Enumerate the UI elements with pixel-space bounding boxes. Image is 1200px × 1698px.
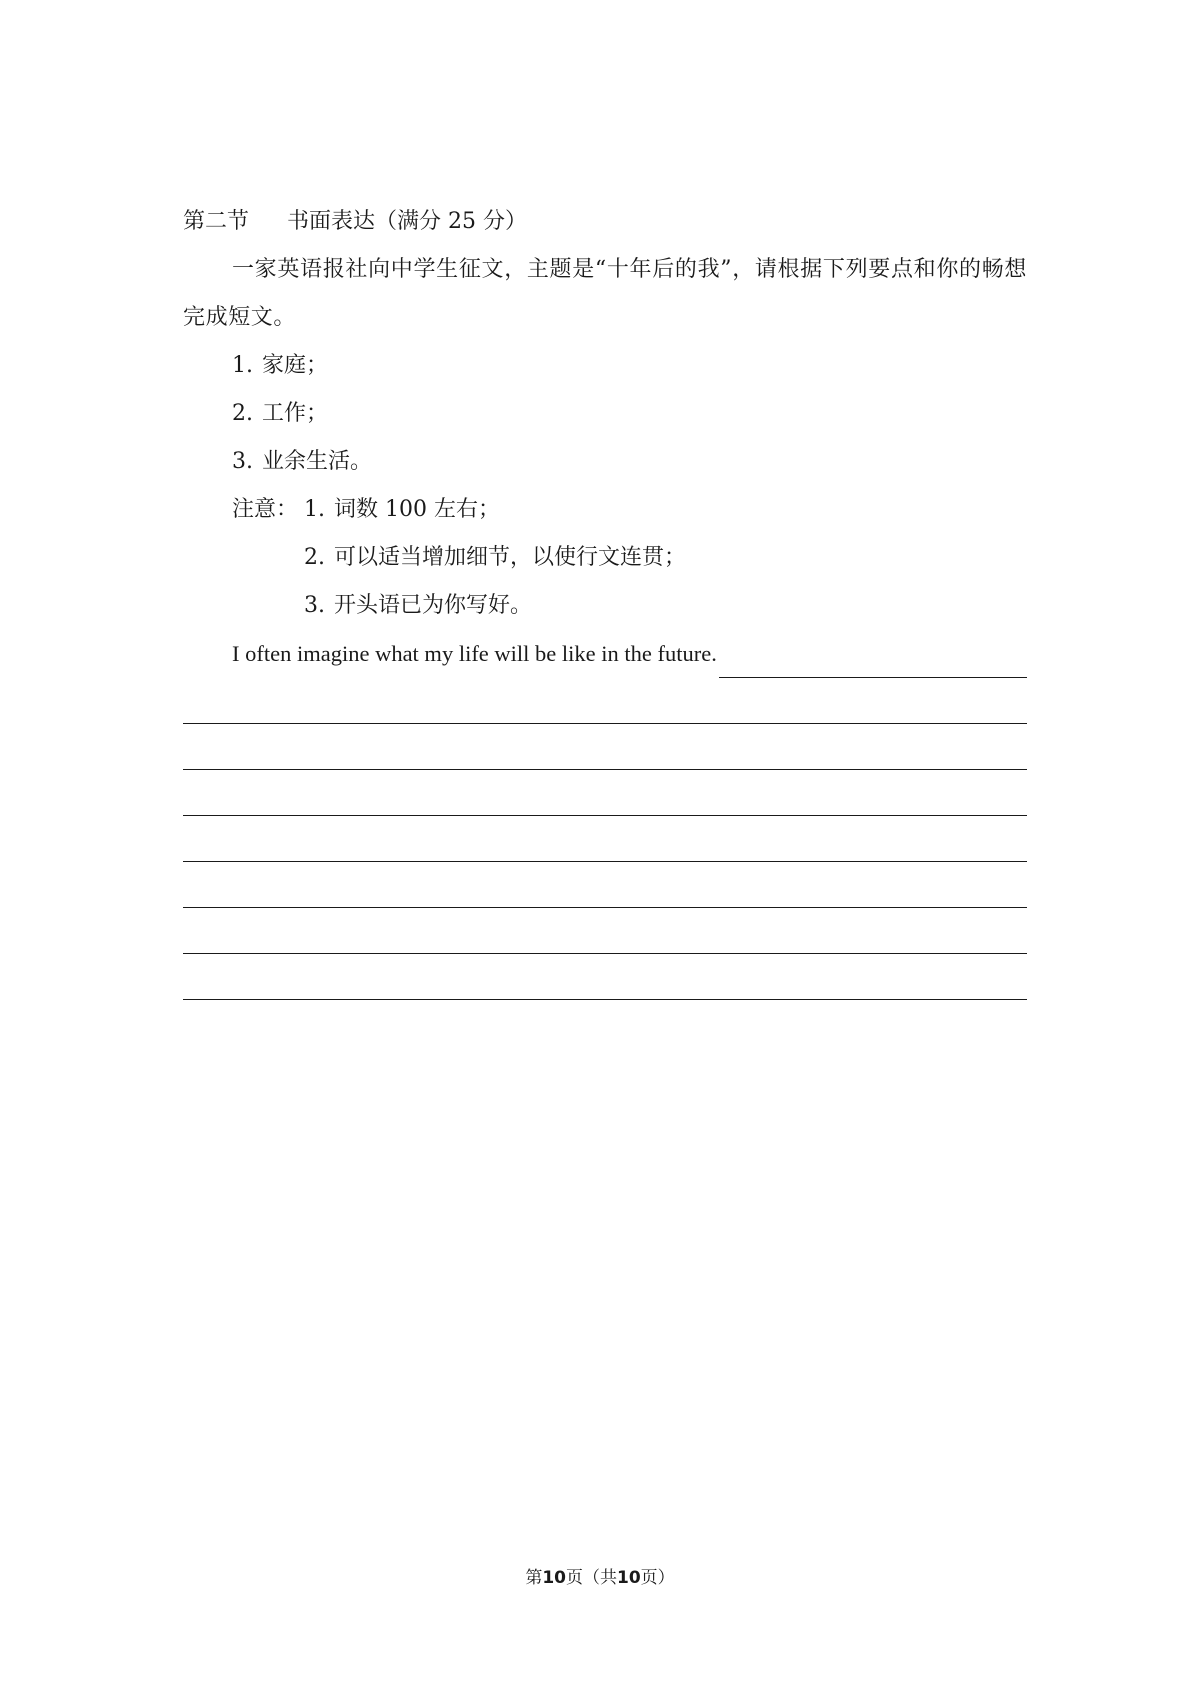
section-heading [183,198,1027,246]
answer-blank-line[interactable] [183,678,1027,724]
note-item [232,486,1027,534]
footer-prefix: 第 [525,1568,543,1588]
note-text: 词数 100 左右； [334,497,500,522]
requirement-item [183,438,1027,486]
requirement-item [183,390,1027,438]
requirement-number: 2. [232,401,253,426]
answer-blank-line[interactable] [183,724,1027,770]
requirement-item [183,342,1027,390]
page-footer [0,1563,1200,1588]
notes-label: 注意： [232,497,299,522]
section-title: 书面表达（满分 25 分） [287,209,527,234]
writing-section [183,198,1027,1000]
answer-blank-line[interactable] [183,862,1027,908]
answer-blank-line[interactable] [183,816,1027,862]
note-item [232,534,1027,582]
requirement-text: 工作； [262,401,329,426]
footer-middle: 页（共 [566,1568,617,1588]
requirement-number: 1. [232,353,253,378]
opening-sentence: I often imagine what my life will be like in the future. [232,641,717,666]
note-item [232,582,1027,630]
notes-block [183,486,1027,630]
answer-blank-line[interactable] [183,770,1027,816]
note-number: 1. [304,497,325,522]
answer-blank-line[interactable] [183,908,1027,954]
footer-suffix: 页） [640,1568,675,1588]
note-text: 可以适当增加细节，以使行文连贯； [334,545,687,570]
note-number: 2. [304,545,325,570]
answer-blank-line[interactable] [183,954,1027,1000]
note-number: 3. [304,593,325,618]
requirement-text: 家庭； [262,353,329,378]
footer-page-number: 10 [542,1568,566,1588]
section-label: 第二节 [183,209,250,234]
footer-total-pages: 10 [617,1568,641,1588]
task-instructions: 一家英语报社向中学生征文，主题是“十年后的我”，请根据下列要点和你的畅想完成短文。 [183,257,1027,330]
requirement-number: 3. [232,449,253,474]
requirement-text: 业余生活。 [262,449,373,474]
answer-lines [183,678,1027,1000]
answer-blank-inline[interactable] [719,641,1027,678]
opening-line [183,630,1027,678]
note-text: 开头语已为你写好。 [334,593,533,618]
